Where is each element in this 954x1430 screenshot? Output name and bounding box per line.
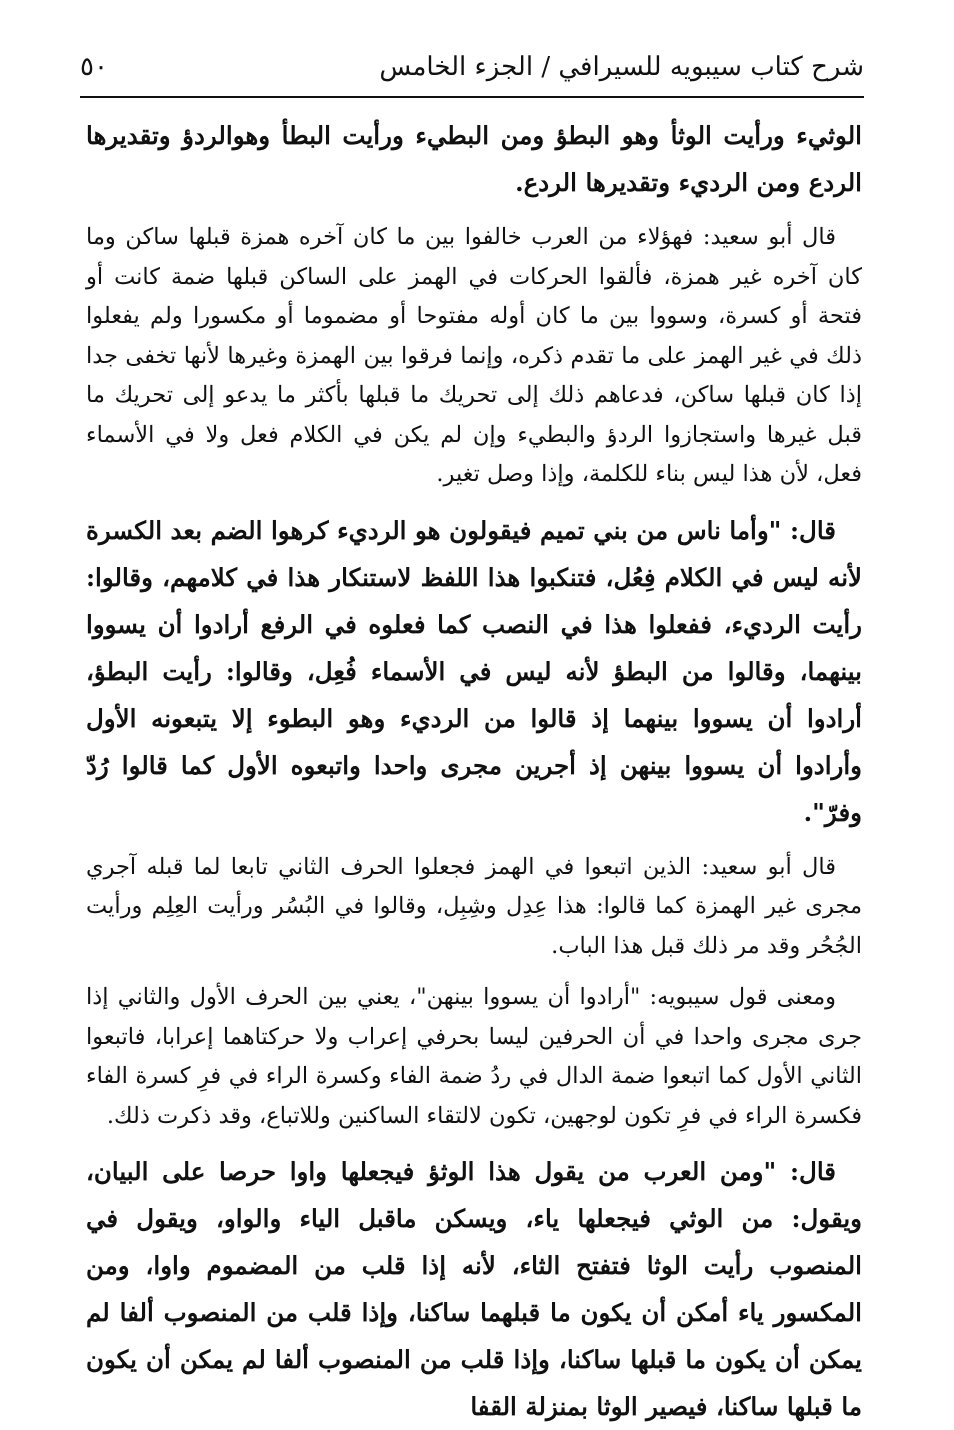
header-title: شرح كتاب سيبويه للسيرافي / الجزء الخامس <box>379 52 864 83</box>
paragraph-4: قال أبو سعيد: الذين اتبعوا في الهمز فجعلوا الحرف الثاني تابعا لما قبله آجري مجرى غير الهمزة كما قالوا: هذا عِدِل وشِبِل، وقالوا في البُسُر ورأيت العِلِم ورأيت الجُحُر وقد مر ذلك قبل هذا الباب. <box>86 853 862 959</box>
paragraph-3: قال: "وأما ناس من بني تميم فيقولون هو الرديء كرهوا الضم بعد الكسرة لأنه ليس في الكلام فِعُل، فتنكبوا هذا اللفظ لاستنكار هذا في كلامهم، وقالوا: رأيت الرديء، ففعلوا هذا في النصب كما فعلوه في الرفع أرادوا أن يسووا بينهما، وقالوا من البطؤ لأنه ليس في الأسماء فُعِل، وقالوا: رأيت البطؤ، أرادوا أن يسووا بينهما إذ قالوا من الرديء وهو البطوء إلا يتبعونه الأول وأرادوا أن يسووا بينهن إذ أجرين مجرى واحدا واتبعوه الأول كما قالوا رُدّ وفرّ". <box>86 515 862 827</box>
paragraph-6: قال: "ومن العرب من يقول هذا الوثؤ فيجعلها واوا حرصا على البيان، ويقول: من الوثي فيجعلها ياء، ويسكن ماقبل الياء والواو، ويقول في المنصوب رأيت الوثا فتفتح الثاء، لأنه إذا قلب من المضموم واوا، ومن المكسور ياء أمكن أن يكون ما قبلهما ساكنا، وإذا قلب من المنصوب ألفا لم يمكن أن يكون ما قبلها ساكنا، وإذا قلب من المنصوب ألفا لم يمكن أن يكون ما قبلها ساكنا، فيصير الوثا بمنزلة القفا <box>86 1157 862 1421</box>
paragraph-1: الوثيء ورأيت الوثأ وهو البطؤ ومن البطيء ورأيت البطأ وهوالردؤ وتقديرها الردع ومن الرديء وتقديرها الردع. <box>86 121 862 197</box>
page-number: ٥٠ <box>80 52 108 83</box>
body-text <box>86 112 862 1421</box>
running-header <box>80 40 864 98</box>
paragraph-2: قال أبو سعيد: فهؤلاء من العرب خالفوا بين ما كان آخره همزة قبلها ساكن وما كان آخره غير همزة، فألقوا الحركات في الهمز على الساكن قبلها ضمة كانت أو فتحة أو كسرة، وسووا بين ما كان أوله مفتوحا أو مضموما أو مكسورا ولم يفعلوا ذلك في غير الهمز على ما تقدم ذكره، وإنما فرقوا بين الهمزة وغيرها لأنها تخفى جدا إذا كان قبلها ساكن، فدعاهم ذلك إلى تحريك ما قبلها بأكثر ما يدعو إلى تحريك ما قبل غيرها واستجازوا الردؤ والبطيء وإن لم يكن في الكلام فعل ولا في الأسماء فعل، لأن هذا ليس بناء للكلمة، وإذا وصل تغير. <box>86 224 862 487</box>
paragraph-5: ومعنى قول سيبويه: "أرادوا أن يسووا بينهن"، يعني بين الحرف الأول والثاني إذا جرى مجرى واحدا في أن الحرفين ليسا بحرفي إعراب ولا حركتاهما إعرابا، فاتبعوا الثاني الأول كما اتبعوا ضمة الدال في ردُ ضمة الفاء وكسرة الراء في فرِ كسرة الفاء فكسرة الراء في فرِ تكون لوجهين، تكون لالتقاء الساكنين وللاتباع، وقد ذكرت ذلك. <box>86 984 862 1129</box>
